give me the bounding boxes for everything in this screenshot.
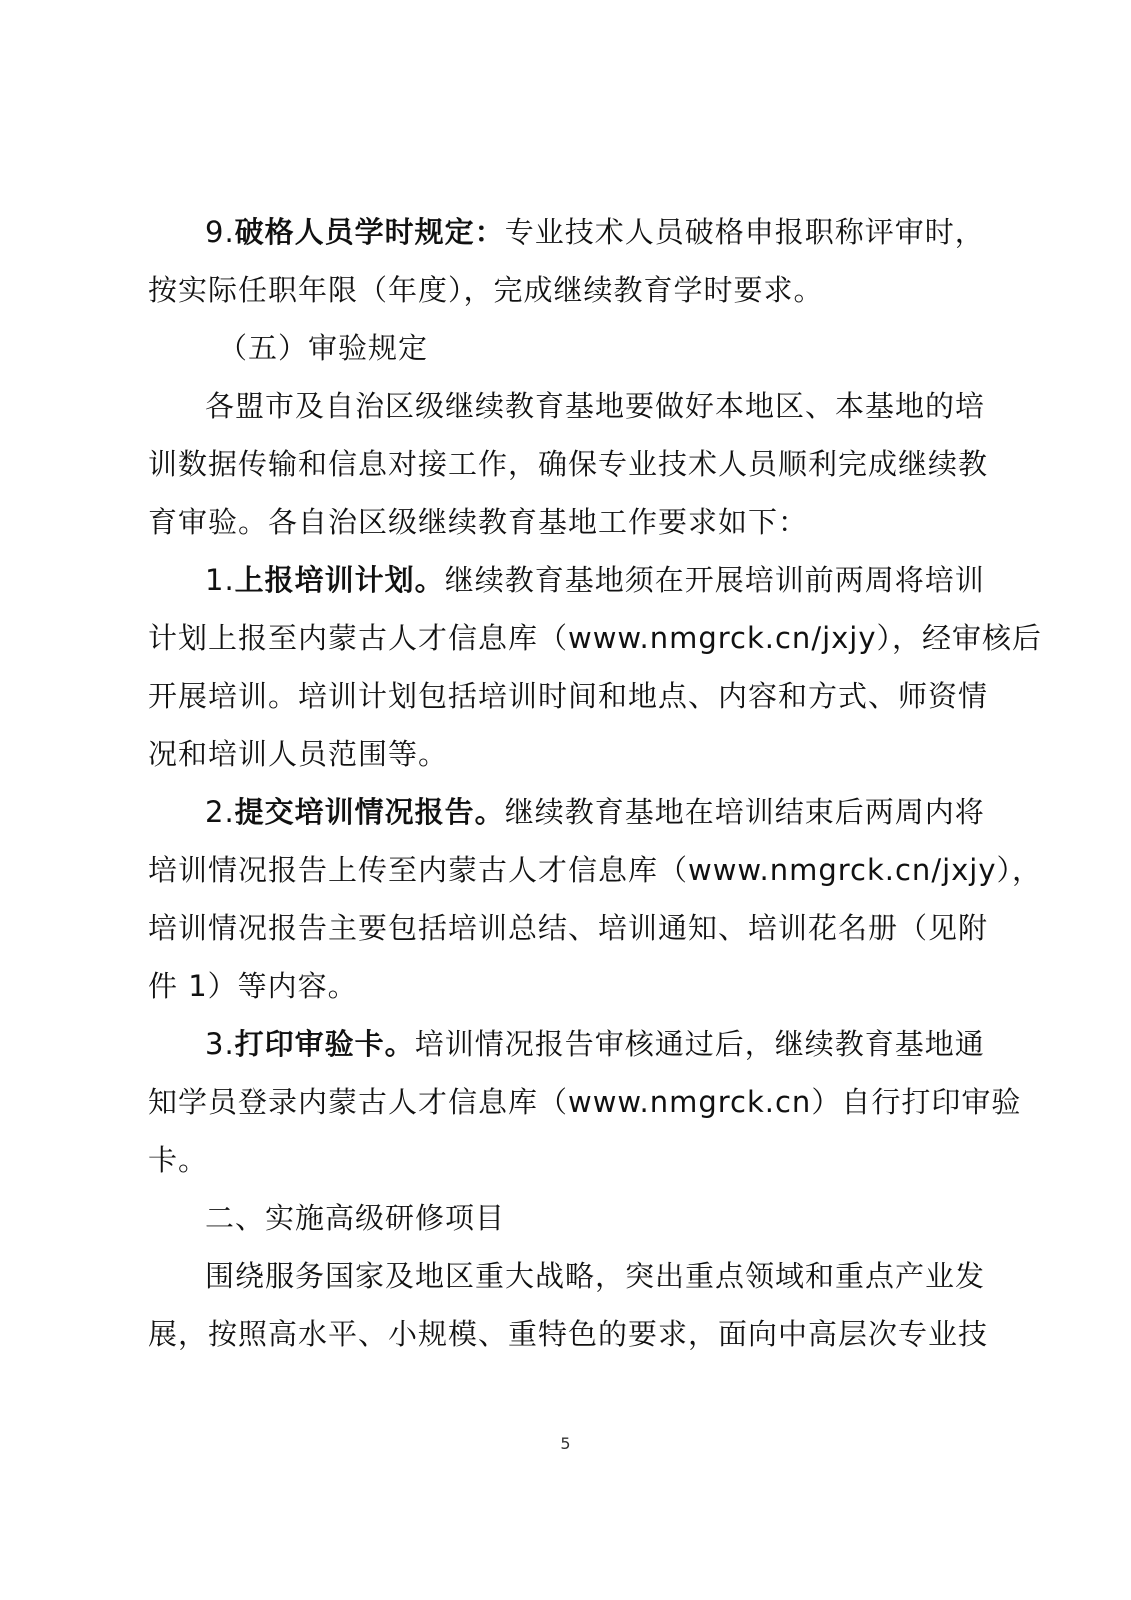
item-3-line-3: 卡。 [148,1143,209,1177]
item-1-number: 1. [205,563,235,597]
item-1-line-4: 况和培训人员范围等。 [148,737,449,771]
section-5-heading: （五）审验规定 [218,331,429,365]
item-2-text-1: 继续教育基地在培训结束后两周内将 [504,795,985,829]
page-number: 5 [560,1434,571,1453]
item-1-text-1: 继续教育基地须在开展培训前两周将培训 [444,563,985,597]
item-1-line-3: 开展培训。培训计划包括培训时间和地点、内容和方式、师资情 [148,679,989,713]
intro-line-3: 育审验。各自治区级继续教育基地工作要求如下： [148,505,809,539]
section-2-heading: 二、实施高级研修项目 [205,1201,506,1235]
item-3-text-1: 培训情况报告审核通过后，继续教育基地通 [414,1027,985,1061]
item-2-line-3: 培训情况报告主要包括培训总结、培训通知、培训花名册（见附 [148,911,989,945]
section-2-line-1: 围绕服务国家及地区重大战略，突出重点领域和重点产业发 [205,1259,986,1293]
item-9-text-1: 专业技术人员破格申报职称评审时， [504,215,985,249]
item-2-number: 2. [205,795,235,829]
item-3-bold-title: 打印审验卡。 [234,1027,415,1061]
item-9-bold-title: 破格人员学时规定： [234,215,505,249]
item-1-line-2: 计划上报至内蒙古人才信息库（www.nmgrck.cn/jxjy），经审核后 [148,621,1043,655]
section-2-line-2: 展，按照高水平、小规模、重特色的要求，面向中高层次专业技 [148,1317,989,1351]
intro-line-1: 各盟市及自治区级继续教育基地要做好本地区、本基地的培 [205,389,986,423]
item-9-line-1 [205,212,985,252]
item-9-number: 9. [205,215,235,249]
item-3-number: 3. [205,1027,235,1061]
item-3-line-1 [205,1024,985,1064]
item-2-line-4: 件 1）等内容。 [148,969,358,1003]
item-3-line-2: 知学员登录内蒙古人才信息库（www.nmgrck.cn）自行打印审验 [148,1085,1022,1119]
item-9-line-2: 按实际任职年限（年度），完成继续教育学时要求。 [148,273,824,307]
intro-line-2: 训数据传输和信息对接工作，确保专业技术人员顺利完成继续教 [148,447,989,481]
item-2-line-1 [205,792,985,832]
item-2-bold-title: 提交培训情况报告。 [234,795,505,829]
item-1-bold-title: 上报培训计划。 [234,563,445,597]
item-1-line-1 [205,560,985,600]
item-2-line-2: 培训情况报告上传至内蒙古人才信息库（www.nmgrck.cn/jxjy）， [148,853,1043,887]
